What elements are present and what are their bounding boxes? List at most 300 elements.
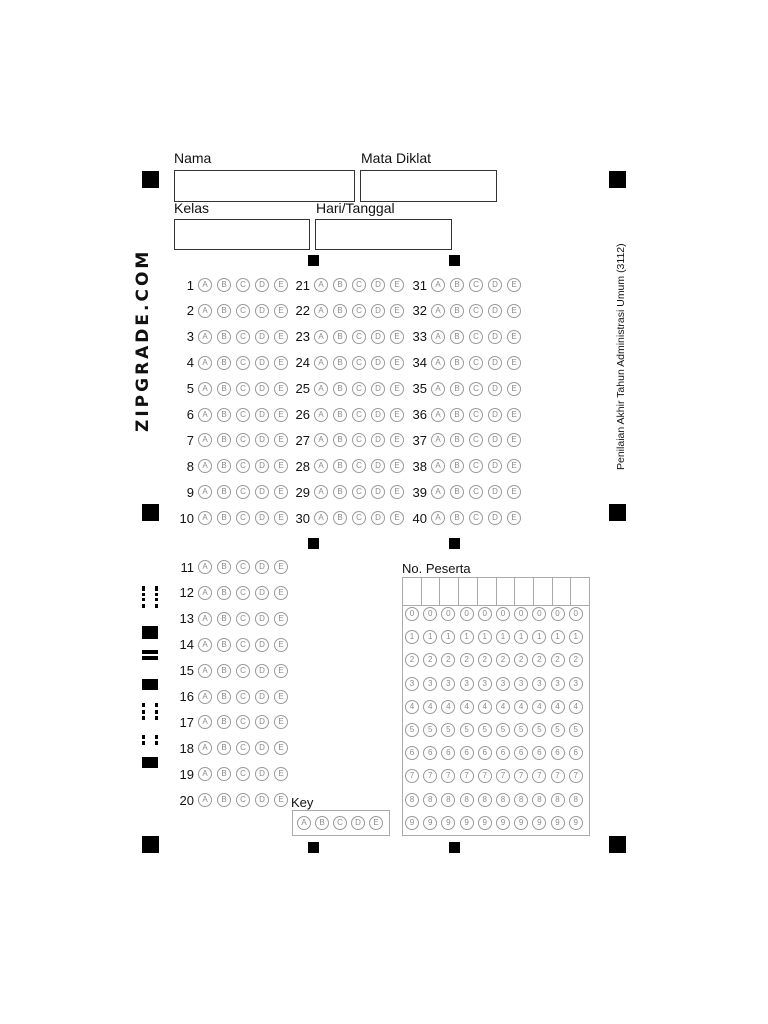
- answer-bubble-c[interactable]: C: [352, 382, 366, 396]
- id-digit-bubble[interactable]: 5: [423, 723, 437, 737]
- answer-bubble-d[interactable]: D: [255, 767, 269, 781]
- answer-bubble-c[interactable]: C: [469, 459, 483, 473]
- id-write-in-cell[interactable]: [497, 578, 516, 605]
- answer-bubble-c[interactable]: C: [469, 382, 483, 396]
- key-bubble-a[interactable]: A: [297, 816, 311, 830]
- id-digit-bubble[interactable]: 7: [514, 769, 528, 783]
- answer-bubble-b[interactable]: B: [450, 511, 464, 525]
- answer-bubble-c[interactable]: C: [352, 459, 366, 473]
- id-digit-bubble[interactable]: 8: [551, 793, 565, 807]
- answer-bubble-d[interactable]: D: [488, 485, 502, 499]
- answer-bubble-c[interactable]: C: [236, 741, 250, 755]
- answer-bubble-d[interactable]: D: [371, 356, 385, 370]
- answer-bubble-d[interactable]: D: [255, 793, 269, 807]
- id-digit-bubble[interactable]: 5: [514, 723, 528, 737]
- answer-bubble-a[interactable]: A: [198, 459, 212, 473]
- answer-bubble-d[interactable]: D: [255, 664, 269, 678]
- id-digit-bubble[interactable]: 6: [532, 746, 546, 760]
- id-digit-bubble[interactable]: 9: [405, 816, 419, 830]
- id-digit-bubble[interactable]: 6: [478, 746, 492, 760]
- id-digit-bubble[interactable]: 4: [496, 700, 510, 714]
- id-digit-bubble[interactable]: 7: [423, 769, 437, 783]
- answer-bubble-d[interactable]: D: [255, 356, 269, 370]
- id-digit-bubble[interactable]: 0: [569, 607, 583, 621]
- answer-bubble-c[interactable]: C: [352, 433, 366, 447]
- answer-bubble-b[interactable]: B: [217, 560, 231, 574]
- answer-bubble-d[interactable]: D: [255, 560, 269, 574]
- answer-bubble-d[interactable]: D: [255, 433, 269, 447]
- answer-bubble-b[interactable]: B: [217, 459, 231, 473]
- id-digit-bubble[interactable]: 6: [569, 746, 583, 760]
- answer-bubble-c[interactable]: C: [352, 408, 366, 422]
- answer-bubble-a[interactable]: A: [198, 408, 212, 422]
- id-write-in-cell[interactable]: [515, 578, 534, 605]
- id-digit-bubble[interactable]: 5: [460, 723, 474, 737]
- answer-bubble-b[interactable]: B: [333, 433, 347, 447]
- answer-bubble-c[interactable]: C: [236, 690, 250, 704]
- id-digit-bubble[interactable]: 0: [460, 607, 474, 621]
- answer-bubble-b[interactable]: B: [450, 382, 464, 396]
- answer-bubble-c[interactable]: C: [236, 459, 250, 473]
- answer-bubble-c[interactable]: C: [469, 408, 483, 422]
- answer-bubble-a[interactable]: A: [314, 485, 328, 499]
- answer-bubble-c[interactable]: C: [236, 278, 250, 292]
- answer-bubble-c[interactable]: C: [469, 304, 483, 318]
- answer-bubble-e[interactable]: E: [274, 560, 288, 574]
- id-digit-bubble[interactable]: 9: [496, 816, 510, 830]
- answer-bubble-d[interactable]: D: [488, 304, 502, 318]
- answer-bubble-a[interactable]: A: [198, 690, 212, 704]
- answer-bubble-e[interactable]: E: [390, 511, 404, 525]
- answer-bubble-b[interactable]: B: [333, 356, 347, 370]
- answer-bubble-c[interactable]: C: [236, 793, 250, 807]
- answer-bubble-b[interactable]: B: [217, 715, 231, 729]
- answer-bubble-d[interactable]: D: [255, 382, 269, 396]
- answer-bubble-a[interactable]: A: [431, 278, 445, 292]
- answer-bubble-a[interactable]: A: [198, 278, 212, 292]
- answer-bubble-a[interactable]: A: [431, 459, 445, 473]
- id-digit-bubble[interactable]: 0: [532, 607, 546, 621]
- answer-bubble-c[interactable]: C: [469, 511, 483, 525]
- answer-bubble-e[interactable]: E: [390, 459, 404, 473]
- answer-bubble-a[interactable]: A: [198, 586, 212, 600]
- answer-bubble-c[interactable]: C: [352, 356, 366, 370]
- answer-bubble-b[interactable]: B: [450, 356, 464, 370]
- id-digit-bubble[interactable]: 1: [478, 630, 492, 644]
- answer-bubble-d[interactable]: D: [488, 433, 502, 447]
- answer-bubble-d[interactable]: D: [255, 304, 269, 318]
- answer-bubble-d[interactable]: D: [255, 715, 269, 729]
- answer-bubble-c[interactable]: C: [236, 586, 250, 600]
- answer-bubble-d[interactable]: D: [255, 741, 269, 755]
- id-digit-bubble[interactable]: 9: [460, 816, 474, 830]
- id-digit-bubble[interactable]: 0: [441, 607, 455, 621]
- answer-bubble-a[interactable]: A: [314, 408, 328, 422]
- answer-bubble-c[interactable]: C: [236, 485, 250, 499]
- answer-bubble-e[interactable]: E: [507, 433, 521, 447]
- answer-bubble-a[interactable]: A: [314, 356, 328, 370]
- id-digit-bubble[interactable]: 7: [460, 769, 474, 783]
- id-digit-bubble[interactable]: 3: [551, 677, 565, 691]
- id-digit-bubble[interactable]: 9: [478, 816, 492, 830]
- id-write-in-cell[interactable]: [459, 578, 478, 605]
- answer-bubble-e[interactable]: E: [274, 715, 288, 729]
- answer-bubble-a[interactable]: A: [198, 330, 212, 344]
- id-digit-bubble[interactable]: 0: [496, 607, 510, 621]
- answer-bubble-a[interactable]: A: [198, 382, 212, 396]
- answer-bubble-b[interactable]: B: [217, 278, 231, 292]
- id-digit-bubble[interactable]: 5: [478, 723, 492, 737]
- answer-bubble-d[interactable]: D: [371, 408, 385, 422]
- answer-bubble-b[interactable]: B: [333, 382, 347, 396]
- answer-bubble-c[interactable]: C: [352, 511, 366, 525]
- answer-bubble-e[interactable]: E: [274, 278, 288, 292]
- answer-bubble-e[interactable]: E: [274, 664, 288, 678]
- answer-bubble-c[interactable]: C: [236, 408, 250, 422]
- id-digit-bubble[interactable]: 1: [532, 630, 546, 644]
- answer-bubble-d[interactable]: D: [371, 304, 385, 318]
- key-bubble-c[interactable]: C: [333, 816, 347, 830]
- answer-bubble-e[interactable]: E: [274, 612, 288, 626]
- answer-bubble-c[interactable]: C: [236, 330, 250, 344]
- answer-bubble-e[interactable]: E: [390, 433, 404, 447]
- id-digit-bubble[interactable]: 3: [514, 677, 528, 691]
- answer-bubble-e[interactable]: E: [507, 459, 521, 473]
- answer-bubble-e[interactable]: E: [274, 330, 288, 344]
- id-digit-bubble[interactable]: 2: [551, 653, 565, 667]
- id-digit-bubble[interactable]: 4: [405, 700, 419, 714]
- id-digit-bubble[interactable]: 6: [441, 746, 455, 760]
- answer-bubble-a[interactable]: A: [198, 433, 212, 447]
- id-digit-bubble[interactable]: 4: [532, 700, 546, 714]
- id-digit-bubble[interactable]: 6: [496, 746, 510, 760]
- id-digit-bubble[interactable]: 1: [514, 630, 528, 644]
- id-digit-bubble[interactable]: 9: [441, 816, 455, 830]
- id-digit-bubble[interactable]: 4: [478, 700, 492, 714]
- id-digit-bubble[interactable]: 8: [423, 793, 437, 807]
- answer-bubble-d[interactable]: D: [255, 690, 269, 704]
- id-digit-bubble[interactable]: 8: [405, 793, 419, 807]
- answer-bubble-c[interactable]: C: [352, 485, 366, 499]
- id-digit-bubble[interactable]: 5: [441, 723, 455, 737]
- answer-bubble-a[interactable]: A: [198, 638, 212, 652]
- answer-bubble-d[interactable]: D: [488, 459, 502, 473]
- id-digit-bubble[interactable]: 9: [532, 816, 546, 830]
- answer-bubble-e[interactable]: E: [390, 382, 404, 396]
- answer-bubble-b[interactable]: B: [217, 664, 231, 678]
- answer-bubble-a[interactable]: A: [314, 330, 328, 344]
- answer-bubble-d[interactable]: D: [255, 511, 269, 525]
- answer-bubble-c[interactable]: C: [236, 767, 250, 781]
- answer-bubble-b[interactable]: B: [217, 433, 231, 447]
- id-digit-bubble[interactable]: 2: [569, 653, 583, 667]
- answer-bubble-e[interactable]: E: [507, 382, 521, 396]
- answer-bubble-d[interactable]: D: [488, 511, 502, 525]
- id-digit-bubble[interactable]: 8: [514, 793, 528, 807]
- answer-bubble-b[interactable]: B: [450, 330, 464, 344]
- answer-bubble-e[interactable]: E: [274, 793, 288, 807]
- id-digit-bubble[interactable]: 4: [514, 700, 528, 714]
- answer-bubble-b[interactable]: B: [217, 767, 231, 781]
- id-digit-bubble[interactable]: 7: [496, 769, 510, 783]
- answer-bubble-e[interactable]: E: [507, 408, 521, 422]
- answer-bubble-a[interactable]: A: [198, 560, 212, 574]
- id-digit-bubble[interactable]: 1: [423, 630, 437, 644]
- answer-bubble-a[interactable]: A: [431, 433, 445, 447]
- answer-bubble-a[interactable]: A: [198, 741, 212, 755]
- answer-bubble-e[interactable]: E: [507, 511, 521, 525]
- answer-bubble-e[interactable]: E: [390, 278, 404, 292]
- answer-bubble-b[interactable]: B: [333, 485, 347, 499]
- id-digit-bubble[interactable]: 1: [569, 630, 583, 644]
- id-digit-bubble[interactable]: 2: [423, 653, 437, 667]
- answer-bubble-b[interactable]: B: [450, 304, 464, 318]
- answer-bubble-d[interactable]: D: [488, 408, 502, 422]
- answer-bubble-c[interactable]: C: [236, 511, 250, 525]
- id-digit-bubble[interactable]: 0: [423, 607, 437, 621]
- answer-bubble-d[interactable]: D: [255, 485, 269, 499]
- id-digit-bubble[interactable]: 3: [423, 677, 437, 691]
- answer-bubble-d[interactable]: D: [371, 330, 385, 344]
- answer-bubble-e[interactable]: E: [274, 382, 288, 396]
- answer-bubble-e[interactable]: E: [507, 485, 521, 499]
- answer-bubble-b[interactable]: B: [333, 511, 347, 525]
- answer-bubble-d[interactable]: D: [255, 278, 269, 292]
- id-digit-bubble[interactable]: 7: [532, 769, 546, 783]
- hari-tanggal-field[interactable]: [315, 219, 452, 250]
- answer-bubble-a[interactable]: A: [314, 511, 328, 525]
- id-write-in-cell[interactable]: [440, 578, 459, 605]
- answer-bubble-a[interactable]: A: [198, 485, 212, 499]
- answer-bubble-d[interactable]: D: [371, 382, 385, 396]
- answer-bubble-e[interactable]: E: [507, 304, 521, 318]
- id-digit-bubble[interactable]: 2: [532, 653, 546, 667]
- answer-bubble-a[interactable]: A: [431, 511, 445, 525]
- answer-bubble-e[interactable]: E: [390, 330, 404, 344]
- answer-bubble-a[interactable]: A: [314, 433, 328, 447]
- key-bubble-b[interactable]: B: [315, 816, 329, 830]
- answer-bubble-a[interactable]: A: [198, 715, 212, 729]
- id-digit-bubble[interactable]: 6: [423, 746, 437, 760]
- answer-bubble-c[interactable]: C: [236, 638, 250, 652]
- answer-bubble-a[interactable]: A: [431, 382, 445, 396]
- answer-bubble-b[interactable]: B: [333, 304, 347, 318]
- id-digit-bubble[interactable]: 3: [460, 677, 474, 691]
- answer-bubble-e[interactable]: E: [274, 511, 288, 525]
- id-write-in-cell[interactable]: [478, 578, 497, 605]
- answer-bubble-b[interactable]: B: [217, 741, 231, 755]
- answer-bubble-e[interactable]: E: [274, 638, 288, 652]
- id-digit-bubble[interactable]: 2: [496, 653, 510, 667]
- answer-bubble-c[interactable]: C: [352, 278, 366, 292]
- id-write-in-cell[interactable]: [422, 578, 441, 605]
- answer-bubble-d[interactable]: D: [371, 511, 385, 525]
- id-write-in-cell[interactable]: [553, 578, 572, 605]
- answer-bubble-a[interactable]: A: [431, 330, 445, 344]
- answer-bubble-c[interactable]: C: [469, 356, 483, 370]
- id-digit-bubble[interactable]: 3: [532, 677, 546, 691]
- answer-bubble-e[interactable]: E: [274, 690, 288, 704]
- answer-bubble-b[interactable]: B: [333, 408, 347, 422]
- id-digit-bubble[interactable]: 1: [496, 630, 510, 644]
- id-digit-bubble[interactable]: 5: [551, 723, 565, 737]
- answer-bubble-b[interactable]: B: [217, 485, 231, 499]
- answer-bubble-e[interactable]: E: [390, 356, 404, 370]
- answer-bubble-b[interactable]: B: [450, 433, 464, 447]
- answer-bubble-b[interactable]: B: [217, 638, 231, 652]
- answer-bubble-e[interactable]: E: [507, 278, 521, 292]
- answer-bubble-c[interactable]: C: [236, 612, 250, 626]
- answer-bubble-b[interactable]: B: [333, 459, 347, 473]
- id-digit-bubble[interactable]: 8: [478, 793, 492, 807]
- answer-bubble-b[interactable]: B: [217, 330, 231, 344]
- answer-bubble-d[interactable]: D: [255, 612, 269, 626]
- answer-bubble-e[interactable]: E: [274, 586, 288, 600]
- answer-bubble-a[interactable]: A: [431, 304, 445, 318]
- id-digit-bubble[interactable]: 6: [514, 746, 528, 760]
- answer-bubble-c[interactable]: C: [352, 304, 366, 318]
- answer-bubble-b[interactable]: B: [217, 690, 231, 704]
- id-write-in-cell[interactable]: [571, 578, 589, 605]
- answer-bubble-a[interactable]: A: [314, 278, 328, 292]
- answer-bubble-c[interactable]: C: [469, 485, 483, 499]
- answer-bubble-e[interactable]: E: [274, 304, 288, 318]
- answer-bubble-a[interactable]: A: [314, 459, 328, 473]
- answer-bubble-d[interactable]: D: [371, 459, 385, 473]
- answer-bubble-e[interactable]: E: [274, 356, 288, 370]
- kelas-field[interactable]: [174, 219, 310, 250]
- answer-bubble-a[interactable]: A: [431, 356, 445, 370]
- answer-bubble-c[interactable]: C: [236, 560, 250, 574]
- answer-bubble-b[interactable]: B: [450, 408, 464, 422]
- id-digit-bubble[interactable]: 0: [405, 607, 419, 621]
- answer-bubble-b[interactable]: B: [217, 382, 231, 396]
- answer-bubble-d[interactable]: D: [255, 408, 269, 422]
- answer-bubble-b[interactable]: B: [217, 793, 231, 807]
- answer-bubble-d[interactable]: D: [488, 356, 502, 370]
- answer-bubble-c[interactable]: C: [469, 433, 483, 447]
- answer-bubble-d[interactable]: D: [371, 433, 385, 447]
- answer-bubble-d[interactable]: D: [255, 330, 269, 344]
- id-digit-bubble[interactable]: 5: [496, 723, 510, 737]
- id-digit-bubble[interactable]: 0: [551, 607, 565, 621]
- id-digit-bubble[interactable]: 3: [496, 677, 510, 691]
- answer-bubble-c[interactable]: C: [352, 330, 366, 344]
- answer-bubble-c[interactable]: C: [469, 278, 483, 292]
- answer-bubble-b[interactable]: B: [217, 356, 231, 370]
- answer-bubble-b[interactable]: B: [217, 511, 231, 525]
- answer-bubble-e[interactable]: E: [274, 741, 288, 755]
- answer-bubble-d[interactable]: D: [371, 485, 385, 499]
- id-write-in-cell[interactable]: [534, 578, 553, 605]
- answer-bubble-a[interactable]: A: [198, 356, 212, 370]
- mata-diklat-field[interactable]: [360, 170, 497, 202]
- id-digit-bubble[interactable]: 8: [460, 793, 474, 807]
- id-digit-bubble[interactable]: 2: [405, 653, 419, 667]
- id-digit-bubble[interactable]: 1: [460, 630, 474, 644]
- id-digit-bubble[interactable]: 6: [405, 746, 419, 760]
- id-digit-bubble[interactable]: 2: [514, 653, 528, 667]
- id-digit-bubble[interactable]: 0: [514, 607, 528, 621]
- id-digit-bubble[interactable]: 7: [405, 769, 419, 783]
- id-digit-bubble[interactable]: 4: [569, 700, 583, 714]
- answer-bubble-e[interactable]: E: [507, 356, 521, 370]
- answer-bubble-d[interactable]: D: [255, 638, 269, 652]
- id-digit-bubble[interactable]: 3: [478, 677, 492, 691]
- answer-bubble-c[interactable]: C: [236, 433, 250, 447]
- answer-bubble-c[interactable]: C: [236, 715, 250, 729]
- id-digit-bubble[interactable]: 6: [460, 746, 474, 760]
- answer-bubble-a[interactable]: A: [198, 612, 212, 626]
- id-digit-bubble[interactable]: 5: [532, 723, 546, 737]
- answer-bubble-d[interactable]: D: [255, 586, 269, 600]
- answer-bubble-a[interactable]: A: [314, 382, 328, 396]
- id-digit-bubble[interactable]: 4: [551, 700, 565, 714]
- answer-bubble-e[interactable]: E: [274, 485, 288, 499]
- id-digit-bubble[interactable]: 4: [423, 700, 437, 714]
- id-digit-bubble[interactable]: 2: [441, 653, 455, 667]
- answer-bubble-b[interactable]: B: [333, 278, 347, 292]
- answer-bubble-a[interactable]: A: [198, 664, 212, 678]
- id-digit-bubble[interactable]: 4: [441, 700, 455, 714]
- id-digit-bubble[interactable]: 1: [441, 630, 455, 644]
- answer-bubble-c[interactable]: C: [469, 330, 483, 344]
- answer-bubble-b[interactable]: B: [217, 612, 231, 626]
- answer-bubble-b[interactable]: B: [450, 485, 464, 499]
- id-digit-bubble[interactable]: 7: [441, 769, 455, 783]
- answer-bubble-e[interactable]: E: [390, 485, 404, 499]
- id-write-in-cell[interactable]: [403, 578, 422, 605]
- answer-bubble-b[interactable]: B: [450, 278, 464, 292]
- answer-bubble-a[interactable]: A: [198, 304, 212, 318]
- answer-bubble-e[interactable]: E: [390, 304, 404, 318]
- answer-bubble-a[interactable]: A: [431, 408, 445, 422]
- id-digit-bubble[interactable]: 9: [551, 816, 565, 830]
- answer-bubble-b[interactable]: B: [450, 459, 464, 473]
- answer-bubble-b[interactable]: B: [217, 304, 231, 318]
- id-digit-bubble[interactable]: 3: [405, 677, 419, 691]
- id-digit-bubble[interactable]: 0: [478, 607, 492, 621]
- answer-bubble-e[interactable]: E: [274, 408, 288, 422]
- answer-bubble-d[interactable]: D: [488, 278, 502, 292]
- id-digit-bubble[interactable]: 3: [569, 677, 583, 691]
- key-bubble-d[interactable]: D: [351, 816, 365, 830]
- id-digit-bubble[interactable]: 5: [569, 723, 583, 737]
- answer-bubble-b[interactable]: B: [217, 408, 231, 422]
- answer-bubble-e[interactable]: E: [390, 408, 404, 422]
- id-digit-bubble[interactable]: 7: [551, 769, 565, 783]
- answer-bubble-b[interactable]: B: [217, 586, 231, 600]
- answer-bubble-d[interactable]: D: [488, 330, 502, 344]
- answer-bubble-a[interactable]: A: [198, 511, 212, 525]
- id-digit-bubble[interactable]: 9: [569, 816, 583, 830]
- answer-bubble-e[interactable]: E: [507, 330, 521, 344]
- answer-bubble-c[interactable]: C: [236, 304, 250, 318]
- id-digit-bubble[interactable]: 7: [478, 769, 492, 783]
- id-digit-bubble[interactable]: 1: [405, 630, 419, 644]
- id-digit-bubble[interactable]: 5: [405, 723, 419, 737]
- id-digit-bubble[interactable]: 2: [478, 653, 492, 667]
- id-digit-bubble[interactable]: 9: [423, 816, 437, 830]
- nama-field[interactable]: [174, 170, 355, 202]
- id-digit-bubble[interactable]: 1: [551, 630, 565, 644]
- id-digit-bubble[interactable]: 6: [551, 746, 565, 760]
- answer-bubble-d[interactable]: D: [371, 278, 385, 292]
- answer-bubble-e[interactable]: E: [274, 433, 288, 447]
- id-digit-bubble[interactable]: 4: [460, 700, 474, 714]
- answer-bubble-e[interactable]: E: [274, 767, 288, 781]
- answer-bubble-a[interactable]: A: [431, 485, 445, 499]
